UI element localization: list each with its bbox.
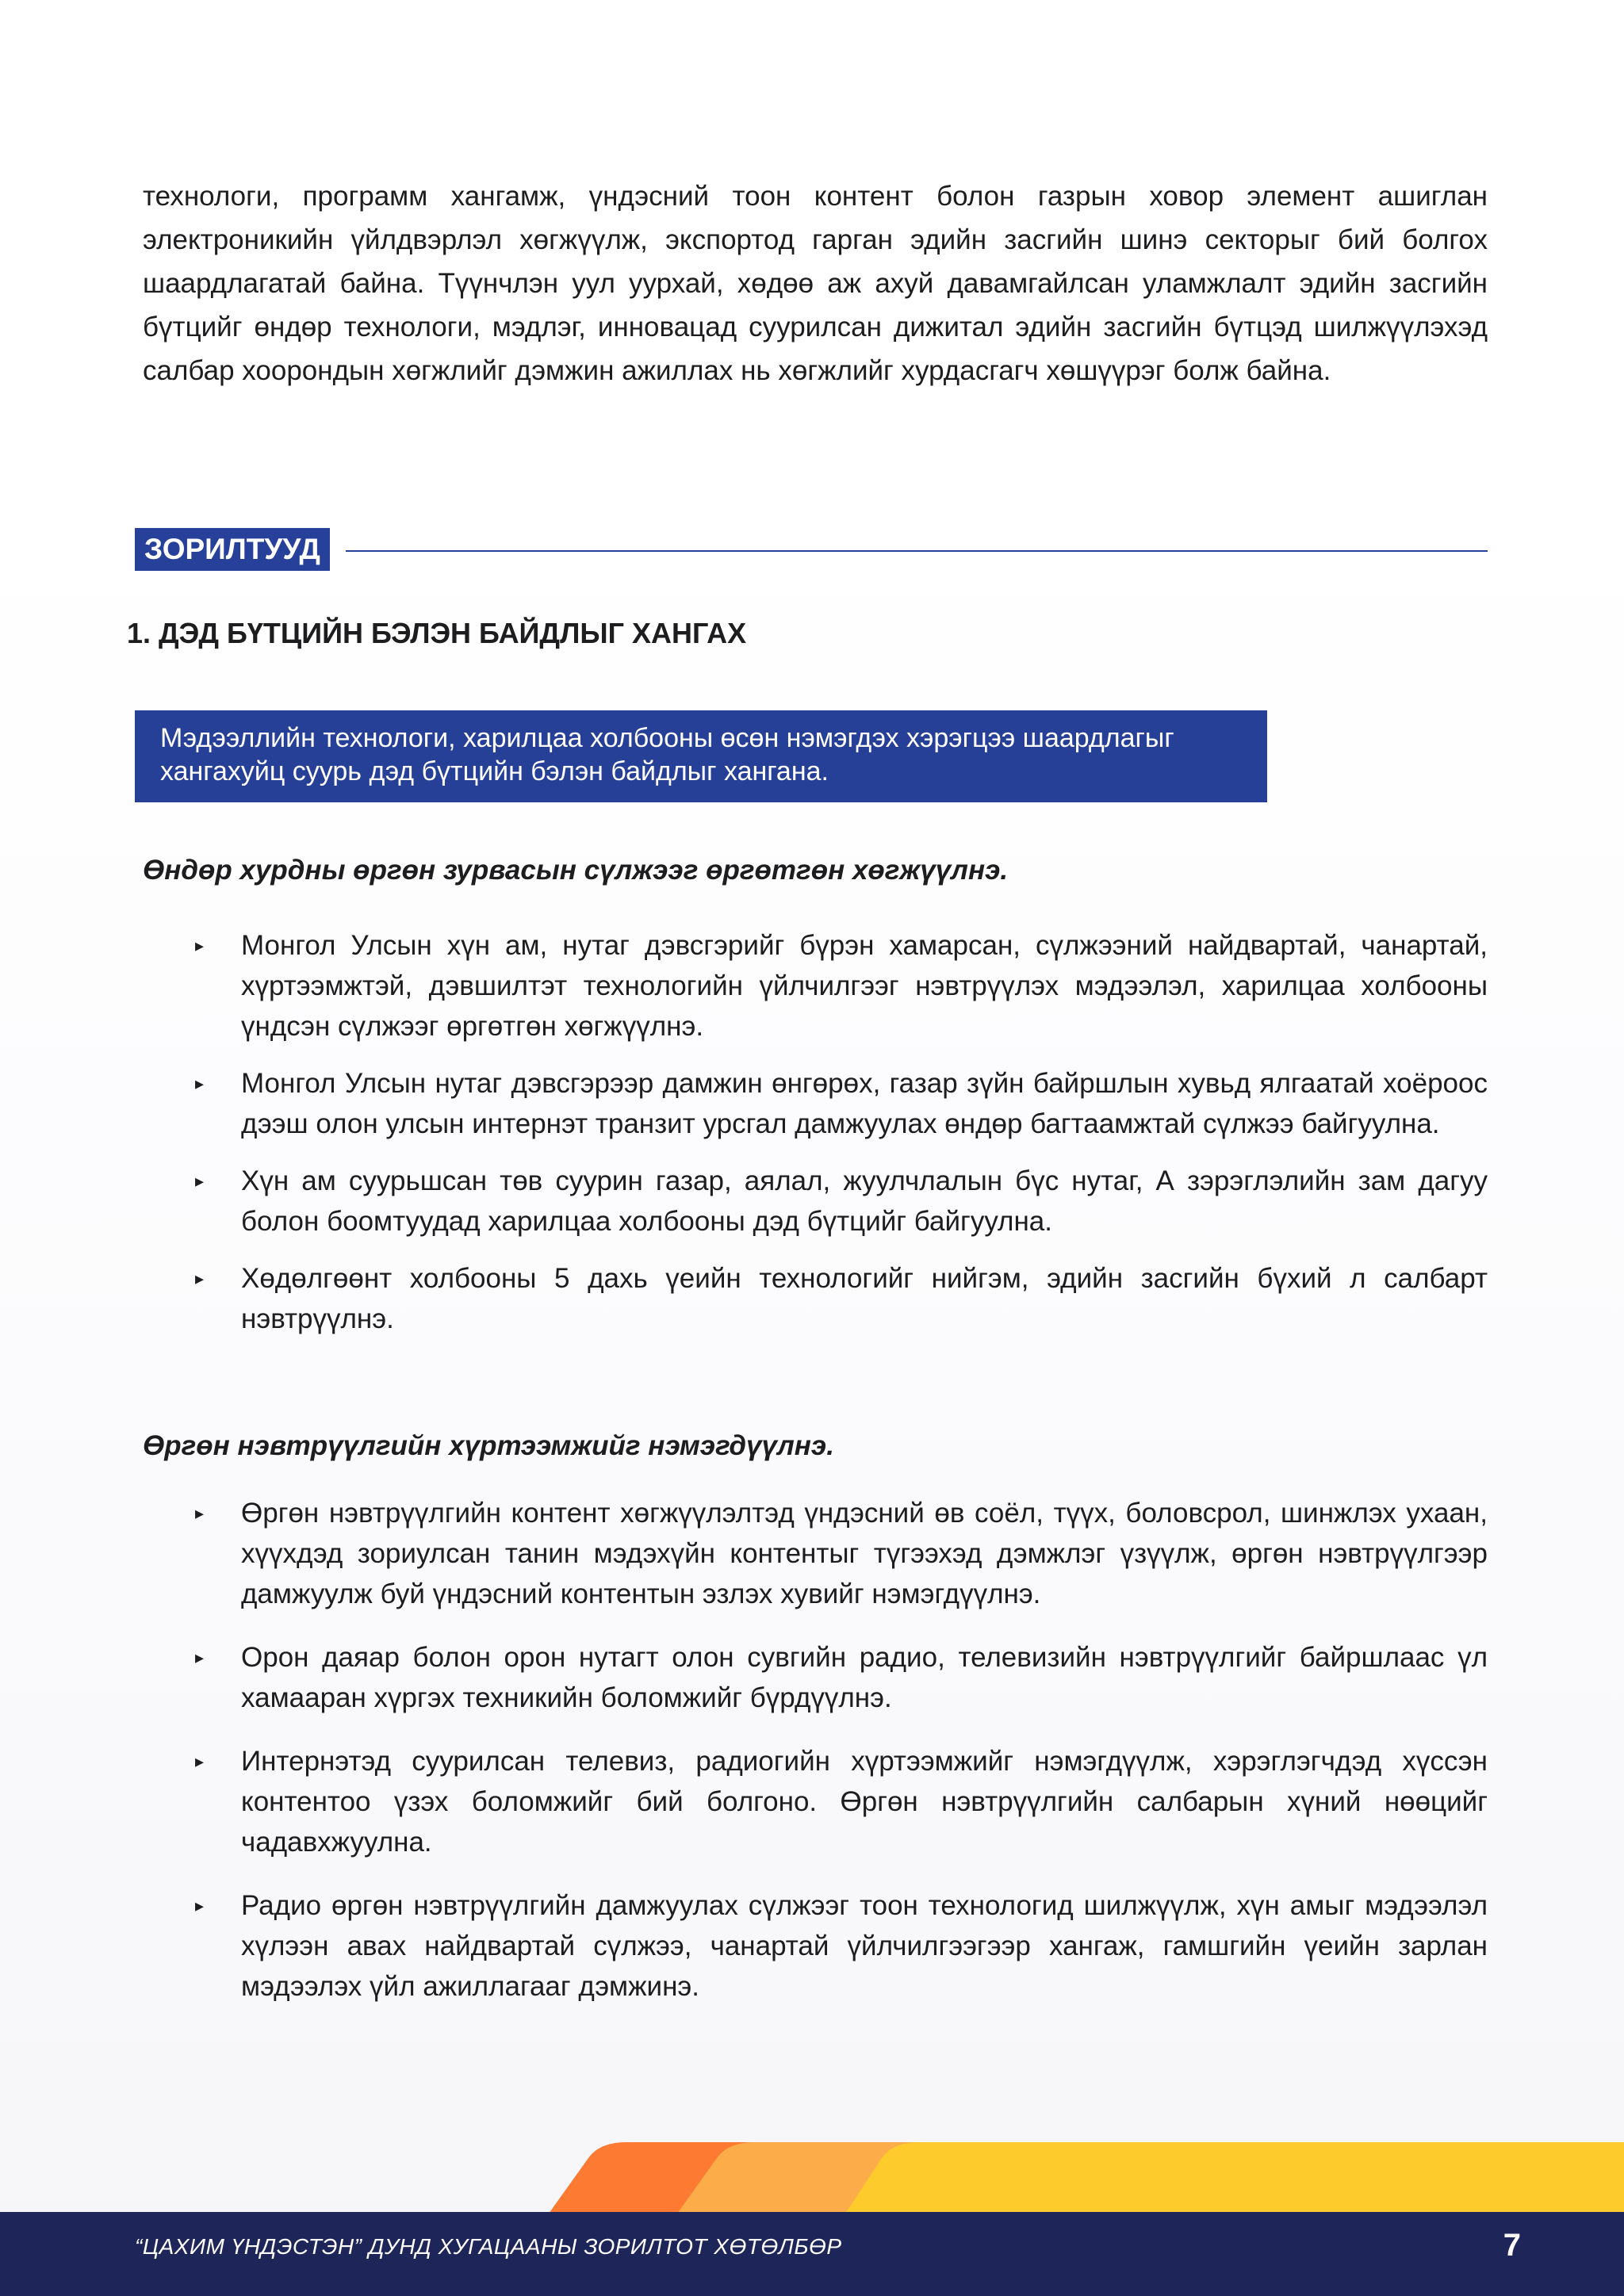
list-item-text: Хүн ам суурьшсан төв суурин газар, аялал, жуулчлалын бүс нутаг, А зэрэглэлийн зам дагуу болон боомтуудад харилцаа холбооны дэд бүтцийг байгуулна. bbox=[241, 1165, 1488, 1237]
section-title: ЗОРИЛТУУД bbox=[135, 528, 330, 571]
group-title-broadband: Өндөр хурдны өргөн зурвасын сүлжээг өргөтгөн хөгжүүлнэ. bbox=[143, 855, 1009, 886]
list-item bbox=[195, 1741, 1488, 1862]
broadcasting-list bbox=[195, 1493, 1488, 2007]
list-item bbox=[195, 1258, 1488, 1339]
list-item-text: Өргөн нэвтрүүлгийн контент хөгжүүлэлтэд үндэсний өв соёл, түүх, боловсрол, шинжлэх ухаан, хүүхдэд зориулсан танин мэдэхүйн контентыг түгээхэд дэмжлэг үзүүлж, өргөн нэвтрүүлгээр дамжуулж буй үндэсний контентын эзлэх хувийг нэмэгдүүлнэ. bbox=[241, 1498, 1488, 1609]
list-item bbox=[195, 925, 1488, 1047]
group-title-broadcasting: Өргөн нэвтрүүлгийн хүртээмжийг нэмэгдүүлнэ. bbox=[143, 1430, 834, 1461]
list-item-text: Хөдөлгөөнт холбооны 5 дахь үеийн технологийг нийгэм, эдийн засгийн бүхий л салбарт нэвтрүүлнэ. bbox=[241, 1263, 1488, 1334]
section-divider bbox=[346, 550, 1488, 552]
footer-stripes bbox=[0, 2141, 1624, 2214]
bullet-arrow-icon: ▸ bbox=[195, 1073, 205, 1093]
list-item-text: Радио өргөн нэвтрүүлгийн дамжуулах сүлжээг тоон технологид шилжүүлж, хүн амыг мэдээлэл хүлээн авах найдвартай сүлжээ, чанартай үйлчилгээгээр хангаж, гамшгийн үеийн зарлан мэдээлэх үйл ажиллагааг дэмжинэ. bbox=[241, 1890, 1488, 2002]
bullet-arrow-icon: ▸ bbox=[195, 1171, 205, 1191]
bullet-arrow-icon: ▸ bbox=[195, 936, 205, 955]
list-item bbox=[195, 1493, 1488, 1614]
list-item-text: Орон даяар болон орон нутагт олон сувгийн радио, телевизийн нэвтрүүлгийг байршлаас үл хамааран хүргэх техникийн боломжийг бүрдүүлнэ. bbox=[241, 1642, 1488, 1713]
objective-callout: Мэдээллийн технологи, харилцаа холбооны өсөн нэмэгдэх хэрэгцээ шаардлагыг хангахуйц суурь дэд бүтцийн бэлэн байдлыг хангана. bbox=[135, 710, 1267, 802]
broadband-list bbox=[195, 925, 1488, 1339]
list-item bbox=[195, 1637, 1488, 1718]
bullet-arrow-icon: ▸ bbox=[195, 1751, 205, 1771]
bullet-arrow-icon: ▸ bbox=[195, 1269, 205, 1288]
list-item-text: Интернэтэд суурилсан телевиз, радиогийн хүртээмжийг нэмэгдүүлж, хэрэглэгчдэд хүссэн контентоо үзэх боломжийг бий болгоно. Өргөн нэвтрүүлгийн салбарын хүний нөөцийг чадавхжуулна. bbox=[241, 1746, 1488, 1858]
list-item bbox=[195, 1063, 1488, 1144]
footer-title: “ЦАХИМ ҮНДЭСТЭН” ДУНД ХУГАЦААНЫ ЗОРИЛТОТ ХӨТӨЛБӨР bbox=[135, 2234, 842, 2259]
list-item bbox=[195, 1885, 1488, 2007]
intro-paragraph: технологи, программ хангамж, үндэсний тоон контент болон газрын ховор элемент ашиглан электроникийн үйлдвэрлэл хөгжүүлж, экспортод гарган эдийн засгийн шинэ секторыг бий болгох шаардлагатай байна. Түүнчлэн уул уурхай, хөдөө аж ахуй давамгайлсан уламжлалт эдийн засгийн бүтцийг өндөр технологи, мэдлэг, инновацад суурилсан дижитал эдийн засгийн бүтцэд шилжүүлэхэд салбар хоорондын хөгжлийг дэмжин ажиллах нь хөгжлийг хурдасгагч хөшүүрэг болж байна. bbox=[143, 181, 1488, 386]
bullet-arrow-icon: ▸ bbox=[195, 1896, 205, 1915]
list-item-text: Монгол Улсын хүн ам, нутаг дэвсгэрийг бүрэн хамарсан, сүлжээний найдвартай, чанартай, хүртээмжтэй, дэвшилтэт технологийн үйлчилгээг нэвтрүүлэх мэдээлэл, харилцаа холбооны үндсэн сүлжээг өргөтгөн хөгжүүлнэ. bbox=[241, 930, 1488, 1042]
list-item bbox=[195, 1161, 1488, 1242]
page-number: 7 bbox=[1503, 2228, 1521, 2263]
yellow-stripe bbox=[845, 2142, 1624, 2214]
bullet-arrow-icon: ▸ bbox=[195, 1503, 205, 1523]
objective-heading: 1. ДЭД БҮТЦИЙН БЭЛЭН БАЙДЛЫГ ХАНГАХ bbox=[127, 617, 747, 649]
bullet-arrow-icon: ▸ bbox=[195, 1647, 205, 1667]
list-item-text: Монгол Улсын нутаг дэвсгэрээр дамжин өнгөрөх, газар зүйн байршлын хувьд ялгаатай хоёроос дээш олон улсын интернэт транзит урсгал дамжуулах өндөр багтаамжтай сүлжээ байгуулна. bbox=[241, 1068, 1488, 1139]
